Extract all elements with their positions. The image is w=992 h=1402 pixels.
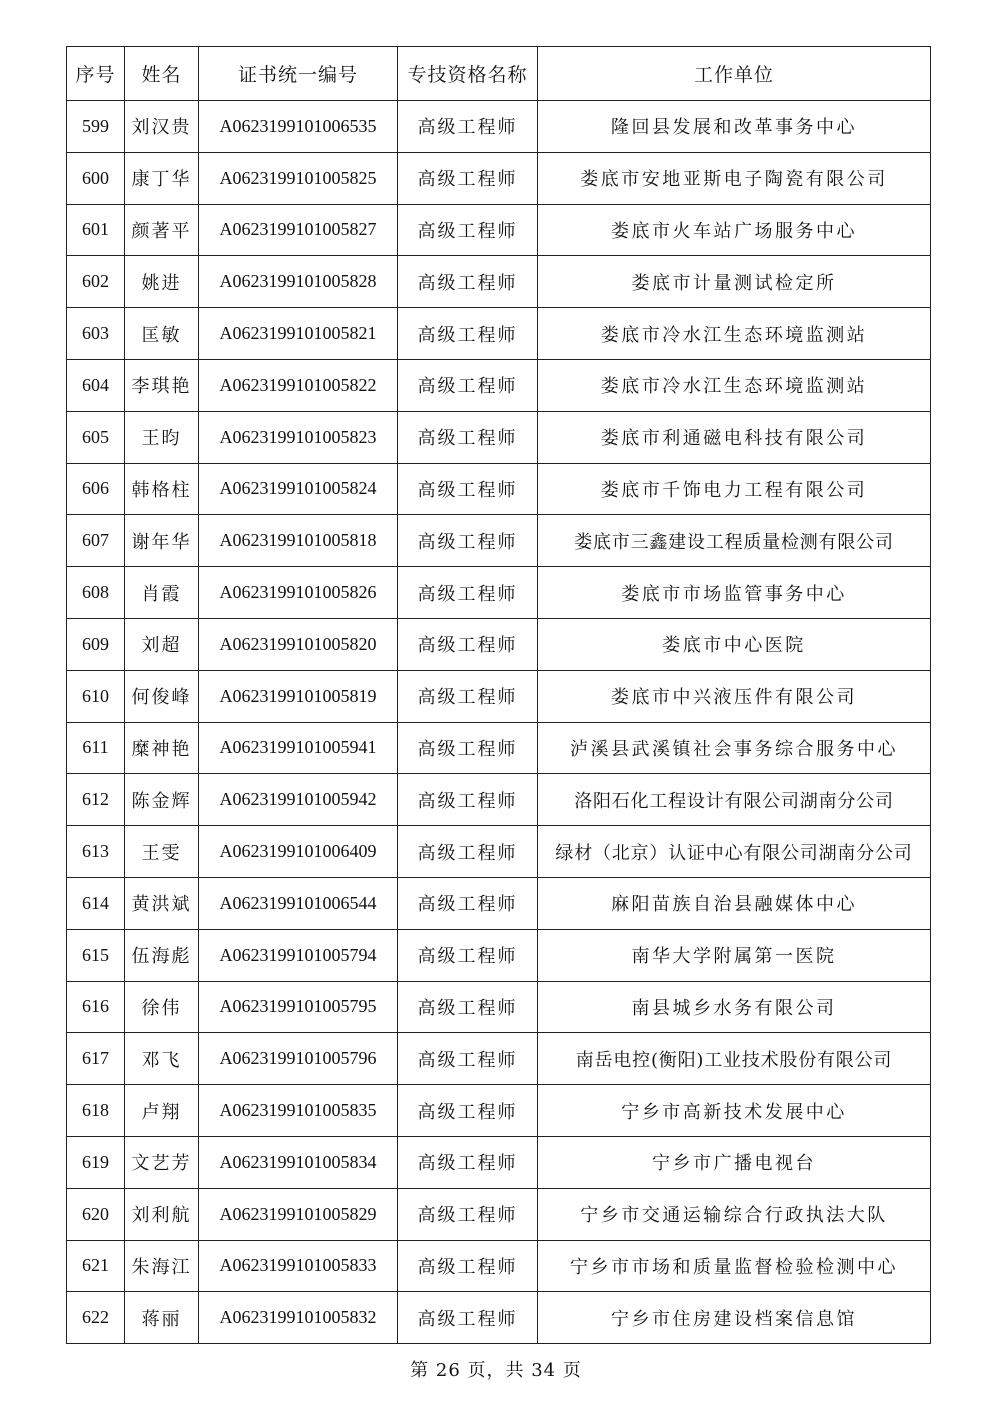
cell-work-unit: 宁乡市住房建设档案信息馆 <box>538 1292 931 1344</box>
cell-name: 颜著平 <box>125 204 199 256</box>
cell-cert-number: A0623199101005942 <box>199 774 398 826</box>
cell-no: 612 <box>67 774 125 826</box>
cell-no: 608 <box>67 567 125 619</box>
cell-qualification: 高级工程师 <box>398 101 538 153</box>
cell-name: 卢翔 <box>125 1085 199 1137</box>
cell-no: 610 <box>67 670 125 722</box>
cell-no: 619 <box>67 1136 125 1188</box>
cell-qualification: 高级工程师 <box>398 152 538 204</box>
cell-name: 文艺芳 <box>125 1136 199 1188</box>
cell-work-unit: 南华大学附属第一医院 <box>538 929 931 981</box>
table-row <box>67 463 931 515</box>
table-row <box>67 567 931 619</box>
table-row <box>67 722 931 774</box>
cell-no: 604 <box>67 359 125 411</box>
cell-qualification: 高级工程师 <box>398 929 538 981</box>
cell-qualification: 高级工程师 <box>398 463 538 515</box>
cell-name: 刘超 <box>125 618 199 670</box>
cell-name: 伍海彪 <box>125 929 199 981</box>
cell-work-unit: 宁乡市高新技术发展中心 <box>538 1085 931 1137</box>
table-row <box>67 1085 931 1137</box>
cell-name: 黄洪斌 <box>125 877 199 929</box>
cell-name: 王昀 <box>125 411 199 463</box>
cell-no: 614 <box>67 877 125 929</box>
page-number-footer: 第 26 页，共 34 页 <box>410 1360 582 1381</box>
cell-qualification: 高级工程师 <box>398 1033 538 1085</box>
cell-no: 606 <box>67 463 125 515</box>
cell-work-unit: 宁乡市交通运输综合行政执法大队 <box>538 1188 931 1240</box>
table-row <box>67 204 931 256</box>
table-row <box>67 826 931 878</box>
table-row <box>67 1136 931 1188</box>
cell-cert-number: A0623199101005834 <box>199 1136 398 1188</box>
cell-cert-number: A0623199101005941 <box>199 722 398 774</box>
cell-qualification: 高级工程师 <box>398 567 538 619</box>
cell-qualification: 高级工程师 <box>398 256 538 308</box>
cell-cert-number: A0623199101005818 <box>199 515 398 567</box>
cell-no: 607 <box>67 515 125 567</box>
cell-name: 肖霞 <box>125 567 199 619</box>
table-row <box>67 1292 931 1344</box>
cell-qualification: 高级工程师 <box>398 826 538 878</box>
cell-no: 602 <box>67 256 125 308</box>
cell-no: 620 <box>67 1188 125 1240</box>
cell-qualification: 高级工程师 <box>398 774 538 826</box>
cell-cert-number: A0623199101005821 <box>199 308 398 360</box>
header-row <box>67 47 931 101</box>
cell-work-unit: 娄底市千饰电力工程有限公司 <box>538 463 931 515</box>
table-row <box>67 929 931 981</box>
cell-name: 邓飞 <box>125 1033 199 1085</box>
cell-no: 617 <box>67 1033 125 1085</box>
cell-name: 王雯 <box>125 826 199 878</box>
cell-name: 朱海江 <box>125 1240 199 1292</box>
table-row <box>67 256 931 308</box>
cell-no: 613 <box>67 826 125 878</box>
cell-name: 谢年华 <box>125 515 199 567</box>
cell-qualification: 高级工程师 <box>398 1085 538 1137</box>
table-row <box>67 101 931 153</box>
cell-work-unit: 娄底市利通磁电科技有限公司 <box>538 411 931 463</box>
cell-qualification: 高级工程师 <box>398 1136 538 1188</box>
cell-work-unit: 绿材（北京）认证中心有限公司湖南分公司 <box>538 826 931 878</box>
cell-qualification: 高级工程师 <box>398 1188 538 1240</box>
cell-cert-number: A0623199101005823 <box>199 411 398 463</box>
table-body <box>67 101 931 1344</box>
cell-qualification: 高级工程师 <box>398 1292 538 1344</box>
cell-name: 匡敏 <box>125 308 199 360</box>
cell-no: 618 <box>67 1085 125 1137</box>
cell-name: 蒋丽 <box>125 1292 199 1344</box>
cell-no: 601 <box>67 204 125 256</box>
cell-cert-number: A0623199101005828 <box>199 256 398 308</box>
cell-work-unit: 麻阳苗族自治县融媒体中心 <box>538 877 931 929</box>
cell-work-unit: 娄底市中兴液压件有限公司 <box>538 670 931 722</box>
cell-cert-number: A0623199101005832 <box>199 1292 398 1344</box>
cell-no: 600 <box>67 152 125 204</box>
table-row <box>67 1240 931 1292</box>
cell-cert-number: A0623199101005824 <box>199 463 398 515</box>
cell-qualification: 高级工程师 <box>398 411 538 463</box>
table-row <box>67 618 931 670</box>
cell-qualification: 高级工程师 <box>398 359 538 411</box>
cell-work-unit: 宁乡市市场和质量监督检验检测中心 <box>538 1240 931 1292</box>
cell-name: 刘利航 <box>125 1188 199 1240</box>
table-row <box>67 981 931 1033</box>
table-row <box>67 670 931 722</box>
cell-qualification: 高级工程师 <box>398 618 538 670</box>
cell-cert-number: A0623199101005796 <box>199 1033 398 1085</box>
cell-cert-number: A0623199101006544 <box>199 877 398 929</box>
table-row <box>67 152 931 204</box>
cell-name: 糜神艳 <box>125 722 199 774</box>
cell-cert-number: A0623199101005835 <box>199 1085 398 1137</box>
cell-cert-number: A0623199101006535 <box>199 101 398 153</box>
cell-work-unit: 娄底市中心医院 <box>538 618 931 670</box>
cell-no: 611 <box>67 722 125 774</box>
cell-cert-number: A0623199101005826 <box>199 567 398 619</box>
header-cert: 证书统一编号 <box>199 47 398 101</box>
cell-cert-number: A0623199101006409 <box>199 826 398 878</box>
cell-work-unit: 娄底市市场监管事务中心 <box>538 567 931 619</box>
cell-name: 康丁华 <box>125 152 199 204</box>
cell-no: 603 <box>67 308 125 360</box>
cell-qualification: 高级工程师 <box>398 204 538 256</box>
table-row <box>67 359 931 411</box>
cell-work-unit: 娄底市冷水江生态环境监测站 <box>538 308 931 360</box>
cell-qualification: 高级工程师 <box>398 981 538 1033</box>
cell-qualification: 高级工程师 <box>398 670 538 722</box>
table-row <box>67 515 931 567</box>
cell-qualification: 高级工程师 <box>398 722 538 774</box>
cell-name: 李琪艳 <box>125 359 199 411</box>
cell-work-unit: 娄底市安地亚斯电子陶瓷有限公司 <box>538 152 931 204</box>
cell-no: 621 <box>67 1240 125 1292</box>
cell-qualification: 高级工程师 <box>398 1240 538 1292</box>
cell-work-unit: 隆回县发展和改革事务中心 <box>538 101 931 153</box>
cell-work-unit: 宁乡市广播电视台 <box>538 1136 931 1188</box>
cell-cert-number: A0623199101005833 <box>199 1240 398 1292</box>
cell-qualification: 高级工程师 <box>398 515 538 567</box>
cell-cert-number: A0623199101005794 <box>199 929 398 981</box>
table-row <box>67 308 931 360</box>
cell-name: 陈金辉 <box>125 774 199 826</box>
table-header <box>67 47 931 101</box>
cell-work-unit: 娄底市火车站广场服务中心 <box>538 204 931 256</box>
table-row <box>67 1033 931 1085</box>
cell-name: 韩格柱 <box>125 463 199 515</box>
cell-cert-number: A0623199101005825 <box>199 152 398 204</box>
cell-qualification: 高级工程师 <box>398 877 538 929</box>
cell-work-unit: 南岳电控(衡阳)工业技术股份有限公司 <box>538 1033 931 1085</box>
cell-cert-number: A0623199101005795 <box>199 981 398 1033</box>
certificate-table <box>66 46 931 1344</box>
cell-cert-number: A0623199101005819 <box>199 670 398 722</box>
table-row <box>67 877 931 929</box>
cell-no: 609 <box>67 618 125 670</box>
cell-cert-number: A0623199101005822 <box>199 359 398 411</box>
cell-work-unit: 南县城乡水务有限公司 <box>538 981 931 1033</box>
cell-no: 616 <box>67 981 125 1033</box>
cell-no: 605 <box>67 411 125 463</box>
table-row <box>67 774 931 826</box>
header-unit: 工作单位 <box>538 47 931 101</box>
cell-name: 徐伟 <box>125 981 199 1033</box>
cell-name: 姚进 <box>125 256 199 308</box>
table-row <box>67 1188 931 1240</box>
cell-work-unit: 娄底市计量测试检定所 <box>538 256 931 308</box>
cell-qualification: 高级工程师 <box>398 308 538 360</box>
header-name: 姓名 <box>125 47 199 101</box>
header-qual: 专技资格名称 <box>398 47 538 101</box>
cell-cert-number: A0623199101005829 <box>199 1188 398 1240</box>
header-no: 序号 <box>67 47 125 101</box>
cell-no: 622 <box>67 1292 125 1344</box>
cell-no: 599 <box>67 101 125 153</box>
cell-work-unit: 娄底市冷水江生态环境监测站 <box>538 359 931 411</box>
cell-work-unit: 泸溪县武溪镇社会事务综合服务中心 <box>538 722 931 774</box>
cell-cert-number: A0623199101005820 <box>199 618 398 670</box>
cell-name: 何俊峰 <box>125 670 199 722</box>
cell-work-unit: 洛阳石化工程设计有限公司湖南分公司 <box>538 774 931 826</box>
cell-no: 615 <box>67 929 125 981</box>
cell-name: 刘汉贵 <box>125 101 199 153</box>
table-row <box>67 411 931 463</box>
cell-work-unit: 娄底市三鑫建设工程质量检测有限公司 <box>538 515 931 567</box>
cell-cert-number: A0623199101005827 <box>199 204 398 256</box>
